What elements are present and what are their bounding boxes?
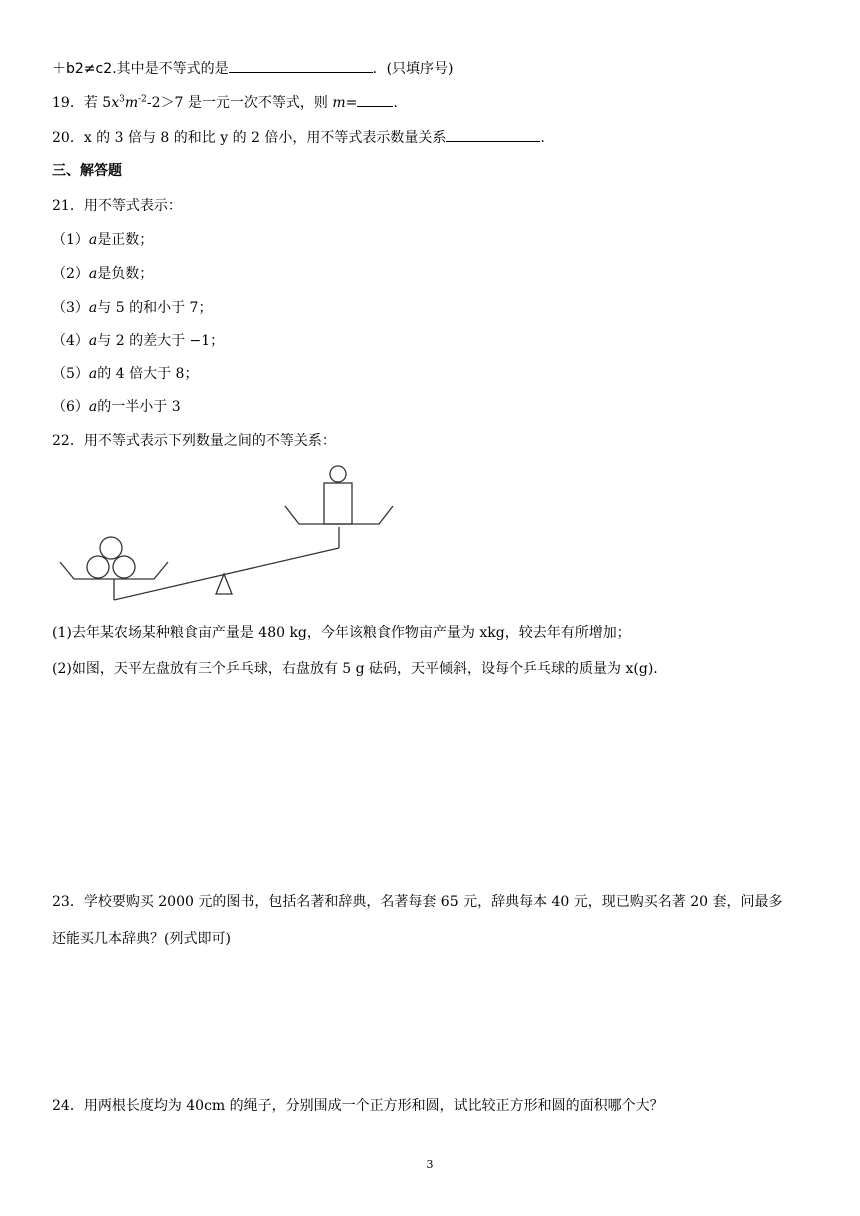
ping-pong-ball [100, 537, 122, 559]
q23-number: 23． [52, 894, 84, 910]
q24-text: 用两根长度均为 40cm 的绳子，分别围成一个正方形和圆，试比较正方形和圆的面积哪个大？ [83, 1098, 664, 1114]
q21-item-5 [52, 364, 198, 384]
q21-item-label: （4） [52, 333, 89, 349]
q22-part-1: (1)去年某农场某种粮食亩产量是 480 kg，今年该粮食作物亩产量为 xkg，较去年有所增加； [52, 625, 631, 641]
q22-number: 22． [52, 433, 84, 449]
q21-item-text: 与 2 的差大于 −1； [97, 333, 225, 349]
q18-text: ＋b2≠c2.其中是不等式的是 [52, 61, 229, 77]
q21-item-var: a [88, 366, 98, 382]
q19-var-m: m [124, 95, 139, 111]
question-20 [52, 127, 545, 148]
q18-note: ．(只填序号) [372, 61, 454, 77]
q21-item-3 [52, 298, 212, 318]
q21-item-label: （5） [52, 366, 89, 382]
question-24 [52, 1096, 664, 1116]
page-number: 3 [426, 1158, 434, 1171]
q19-text-2: -2＞7 是一元一次不等式，则 [146, 95, 333, 111]
balance-scale-figure [56, 436, 396, 606]
q20-answer-blank[interactable] [446, 127, 540, 142]
q21-item-var: a [88, 266, 98, 282]
section-3-title: 三、解答题 [52, 163, 122, 179]
q21-text: 用不等式表示： [83, 198, 182, 214]
q21-item-1 [52, 230, 153, 250]
q21-item-var: a [88, 300, 98, 316]
right-pan [285, 506, 393, 524]
q19-answer-blank[interactable] [357, 92, 393, 107]
q21-item-var: a [88, 333, 98, 349]
q22-text: 用不等式表示下列数量之间的不等关系： [83, 433, 336, 449]
q21-item-6 [52, 397, 181, 417]
q21-number: 21． [52, 198, 84, 214]
scale-beam [114, 548, 339, 600]
q19-exponent-3: 3 [119, 94, 125, 105]
question-21 [52, 196, 182, 216]
q18-tail [52, 58, 454, 79]
q19-var-m-answer: m [332, 95, 346, 111]
q21-item-text: 与 5 的和小于 7； [97, 300, 213, 316]
q19-var-x: x [111, 95, 120, 111]
q21-item-label: （1） [52, 232, 89, 248]
q21-item-4 [52, 331, 224, 351]
q20-number: 20． [52, 130, 84, 146]
q21-item-text: 是正数； [97, 232, 154, 248]
weight-knob [330, 466, 346, 482]
q19-number: 19． [52, 95, 84, 111]
q24-number: 24． [52, 1098, 84, 1114]
q20-period: . [540, 130, 545, 146]
q19-exponent-minus2: -2 [138, 94, 147, 105]
ping-pong-ball [87, 556, 109, 578]
question-23 [52, 892, 783, 912]
q21-item-label: （6） [52, 399, 89, 415]
q21-item-text: 的一半小于 3 [97, 399, 181, 415]
q22-part-2: (2)如图，天平左盘放有三个乒乓球，右盘放有 5 g 砝码，天平倾斜，设每个乒乓球的质量为 x(g). [52, 661, 658, 677]
question-19 [52, 92, 398, 113]
q21-item-var: a [88, 399, 98, 415]
q18-answer-blank[interactable] [229, 58, 373, 73]
q21-item-label: （3） [52, 300, 89, 316]
q19-equals: = [345, 95, 358, 111]
q19-text: 若 5 [83, 95, 112, 111]
q19-period: . [393, 95, 398, 111]
q23-line-2: 还能买几本辞典？(列式即可) [52, 931, 231, 947]
q23-text: 学校要购买 2000 元的图书，包括名著和辞典，名著每套 65 元，辞典每本 40 元，现已购买名著 20 套，问最多 [83, 894, 783, 910]
q21-item-label: （2） [52, 266, 89, 282]
q21-item-text: 的 4 倍大于 8； [97, 366, 199, 382]
q21-item-2 [52, 264, 153, 284]
scale-fulcrum [216, 574, 232, 594]
q21-item-text: 是负数； [97, 266, 154, 282]
q21-item-var: a [88, 232, 98, 248]
weight-block [324, 483, 352, 524]
q20-text: x 的 3 倍与 8 的和比 y 的 2 倍小，用不等式表示数量关系 [83, 130, 447, 146]
ping-pong-ball [113, 556, 135, 578]
